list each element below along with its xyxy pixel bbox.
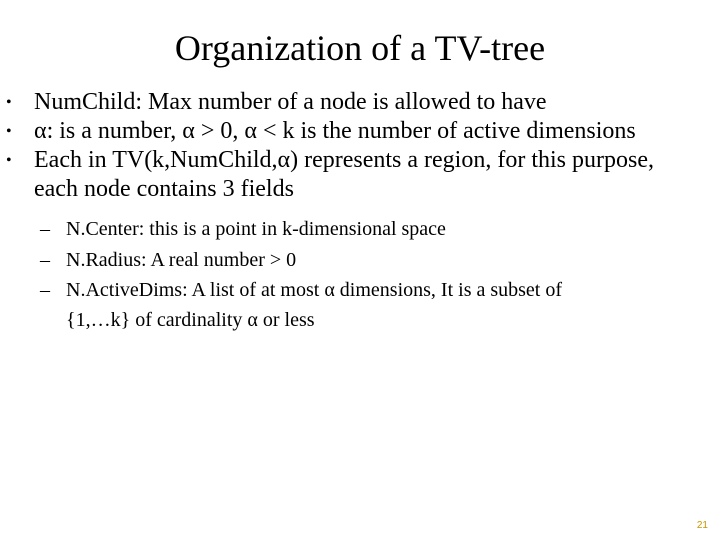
sub-bullet-item <box>0 245 720 276</box>
sub-bullet-text: N.Center: this is a point in k-dimensional space <box>66 218 446 240</box>
bullet-text: α: is a number, α > 0, α < k is the number of active dimensions <box>34 118 636 144</box>
bullet-item <box>0 146 720 204</box>
bullet-item <box>0 117 720 146</box>
bullet-marker: • <box>6 152 12 169</box>
sub-bullet-marker: – <box>40 218 50 240</box>
sub-bullet-list <box>0 214 720 334</box>
sub-bullet-text-continued: {1,…k} of cardinality α or less <box>66 308 315 331</box>
sub-bullet-marker: – <box>40 248 50 271</box>
sub-bullet-text: N.ActiveDims: A list of at most α dimensions, It is a subset of <box>66 279 563 301</box>
bullet-text: Each in TV(k,NumChild,α) represents a region, for this purpose, each node contains 3 fields <box>34 147 654 202</box>
bullet-list <box>0 88 720 334</box>
page-number: 21 <box>696 520 708 531</box>
sub-bullet-text: N.Radius: A real number > 0 <box>66 248 297 271</box>
sub-bullet-item <box>0 214 720 245</box>
slide-title: Organization of a TV-tree <box>174 28 546 68</box>
bullet-marker: • <box>6 123 12 140</box>
sub-bullet-item <box>0 275 720 334</box>
bullet-item <box>0 88 720 117</box>
sub-bullet-marker: – <box>40 279 50 301</box>
bullet-text: NumChild: Max number of a node is allowed to have <box>34 89 547 115</box>
bullet-marker: • <box>6 94 12 111</box>
